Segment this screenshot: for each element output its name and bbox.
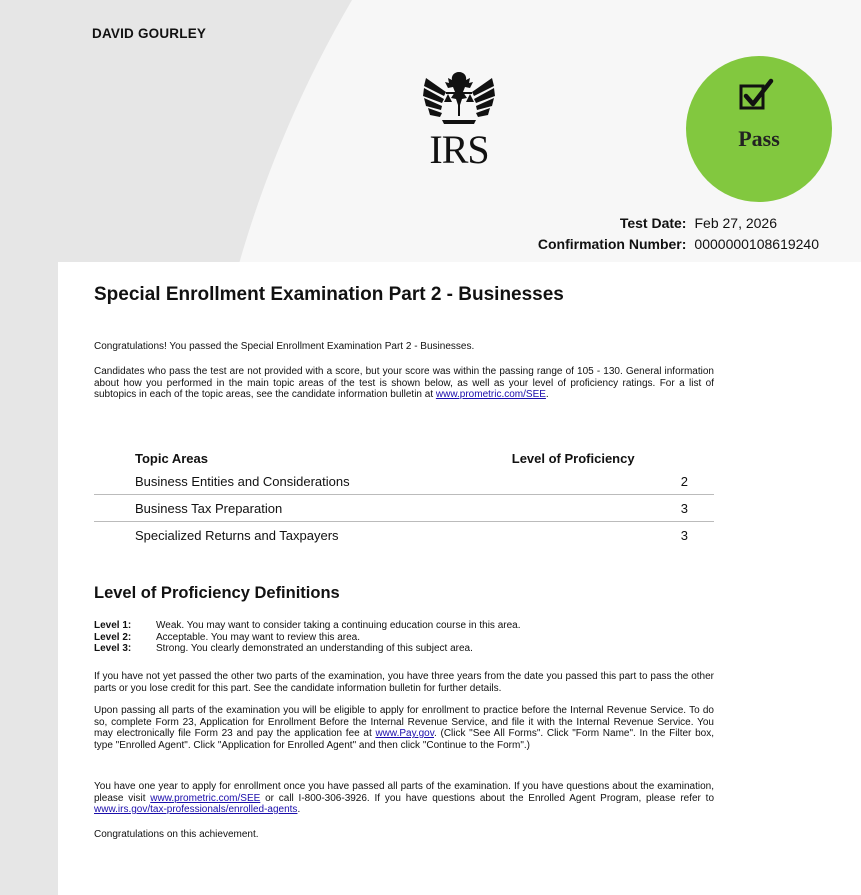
confirmation-value: 0000000108619240 bbox=[694, 236, 819, 252]
level-name: Level 2: bbox=[94, 631, 132, 643]
irs-logo bbox=[418, 68, 500, 172]
test-date-label: Test Date: bbox=[619, 215, 687, 231]
topic-name: Business Entities and Considerations bbox=[94, 468, 492, 495]
prometric-link[interactable]: www.prometric.com/SEE bbox=[150, 792, 261, 804]
level-description: Acceptable. You may want to review this area. bbox=[156, 631, 361, 643]
level-description: Weak. You may want to consider taking a continuing education course in this area. bbox=[156, 620, 521, 631]
topic-areas-table bbox=[94, 448, 714, 548]
proficiency-header: Level of Proficiency bbox=[511, 450, 635, 466]
topic-level: 2 bbox=[492, 468, 714, 495]
candidate-name: DAVID GOURLEY bbox=[92, 26, 207, 41]
level-definition-row bbox=[94, 643, 520, 655]
level-definition-row bbox=[94, 620, 520, 632]
exam-title: Special Enrollment Examination Part 2 - Businesses bbox=[94, 284, 564, 305]
topic-name: Specialized Returns and Taxpayers bbox=[135, 527, 339, 543]
topic-name: Business Tax Preparation bbox=[94, 495, 492, 522]
pass-label: Pass bbox=[738, 126, 780, 151]
one-year-text-end: . bbox=[297, 804, 301, 815]
score-paragraph bbox=[94, 366, 714, 401]
enrollment-paragraph bbox=[94, 705, 714, 751]
other-parts-paragraph: If you have not yet passed the other two parts of the examination, you have three years from the date you passed this part to pass the other parts or you lose credit for this part. See the candidate information bulletin for further details. bbox=[94, 671, 714, 694]
confirmation-row bbox=[538, 236, 819, 252]
topic-level: 3 bbox=[492, 495, 714, 522]
table-header-row bbox=[94, 448, 714, 468]
one-year-text: You have one year to apply for enrollment once you have passed all parts of the examination. If you have questions about the examination, please visit bbox=[94, 781, 714, 804]
prometric-link[interactable]: www.prometric.com/SEE bbox=[435, 389, 546, 400]
score-text-end: . bbox=[545, 389, 549, 400]
level-definition-row bbox=[94, 632, 520, 644]
enrollment-text: Upon passing all parts of the examination you will be eligible to apply for enrollment to practice before the Internal Revenue Service. To do so, complete Form 23, Application for Enrollment Before the Internal Revenue Service, and file it with the Internal Revenue Service. You may electronically file Form 23 and pay the application fee at bbox=[94, 705, 714, 739]
checkbox-check-icon bbox=[738, 78, 774, 114]
score-text: Candidates who pass the test are not provided with a score, but your score was within the passing range of 105 - 130. General information about how you performed in the main topic areas of the test is shown below, as well as your level of proficiency ratings. For a list of subtopics in each of the topic areas, see the candidate information bulletin at bbox=[94, 366, 714, 400]
irs-enrolled-agents-link[interactable]: www.irs.gov/tax-professionals/enrolled-agents bbox=[94, 804, 298, 815]
table-row bbox=[94, 522, 714, 549]
irs-eagle-icon bbox=[418, 68, 500, 130]
one-year-paragraph bbox=[94, 781, 714, 816]
test-date-row bbox=[620, 215, 777, 231]
levels-title: Level of Proficiency Definitions bbox=[94, 584, 340, 602]
topic-areas-header: Topic Areas bbox=[135, 450, 208, 466]
level-definitions bbox=[94, 620, 520, 655]
level-name: Level 3: bbox=[94, 643, 132, 654]
topic-level: 3 bbox=[680, 527, 688, 543]
level-description: Strong. You clearly demonstrated an understanding of this subject area. bbox=[156, 643, 473, 654]
congrats-line: Congratulations! You passed the Special Enrollment Examination Part 2 - Businesses. bbox=[94, 341, 475, 352]
confirmation-label: Confirmation Number: bbox=[537, 236, 687, 252]
one-year-text-mid: or call I-800-306-3926. If you have questions about the Enrolled Agent Program, please refer to bbox=[260, 792, 715, 804]
level-name: Level 1: bbox=[94, 620, 132, 631]
pay-gov-link[interactable]: www.Pay.gov bbox=[375, 728, 434, 739]
pass-badge bbox=[686, 56, 832, 202]
test-date-value: Feb 27, 2026 bbox=[694, 215, 777, 231]
table-row bbox=[94, 468, 714, 495]
irs-wordmark: IRS bbox=[429, 127, 489, 172]
table-row bbox=[94, 495, 714, 522]
enrollment-text-end: . (Click "See All Forms". Click "Form Name". In the Filter box, type "Enrolled Agent". Click "Application for Enrolled Agent" and then click "Continue to the Form".) bbox=[94, 728, 714, 751]
closing-line: Congratulations on this achievement. bbox=[94, 829, 259, 840]
